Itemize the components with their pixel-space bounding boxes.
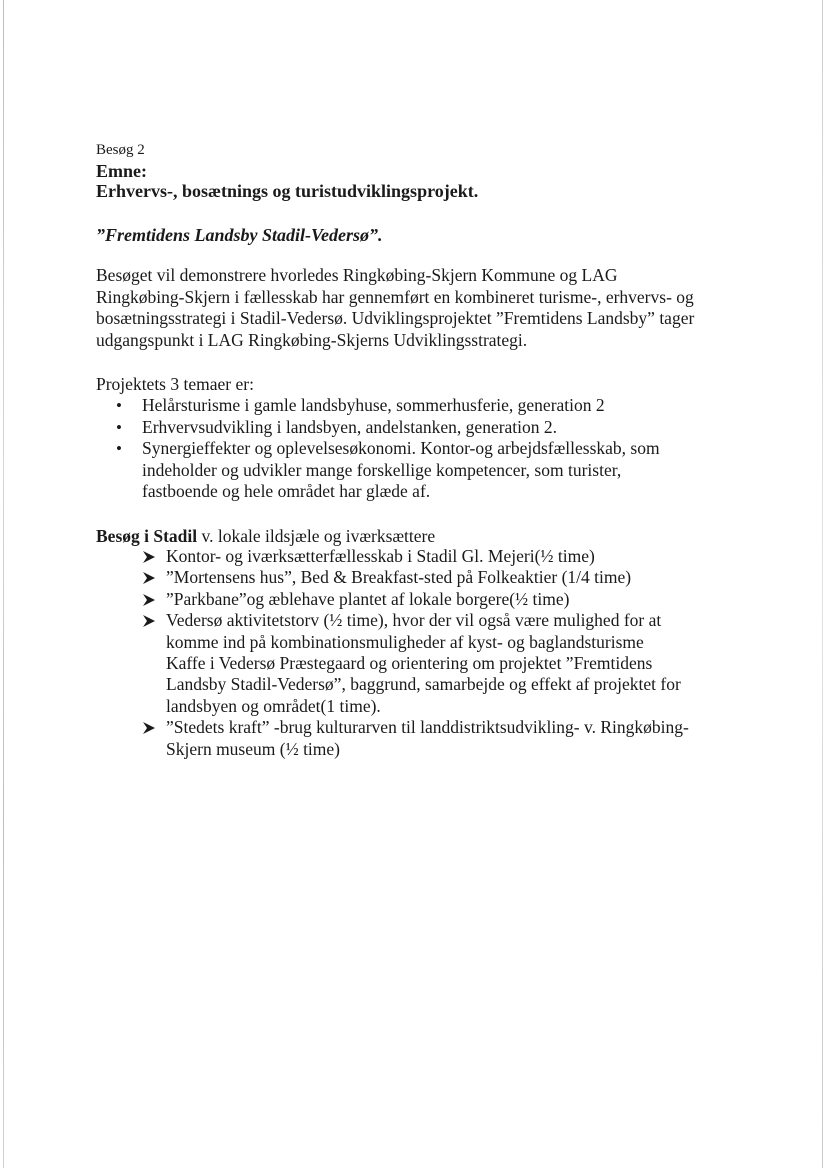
project-name: ”Fremtidens Landsby Stadil-Vedersø”.: [96, 225, 383, 245]
intro-paragraph: [96, 265, 736, 351]
visit-line: Vedersø aktivitetstorv (½ time), hvor der vil også være mulighed for at: [166, 610, 662, 631]
arrowhead-right-icon: [142, 550, 156, 564]
visit-line: Kaffe i Vedersø Præstegaard og orientering om projektet ”Fremtidens: [166, 653, 653, 674]
visit-line: Landsby Stadil-Vedersø”, baggrund, samarbejde og effekt af projektet for: [166, 674, 681, 695]
theme-line: Helårsturisme i gamle landsbyhuse, sommerhusferie, generation 2: [142, 395, 605, 415]
subject-title: Erhvervs-, bosætnings og turistudviklingsprojekt.: [96, 181, 479, 201]
visit-line: komme ind på kombinationsmuligheder af kyst- og baglandsturisme: [166, 631, 644, 652]
theme-line: Erhvervsudvikling i landsbyen, andelstanken, generation 2.: [142, 416, 558, 437]
visit-heading: [96, 525, 435, 547]
theme-item: [96, 395, 736, 417]
visit-item: [96, 589, 756, 610]
visit-line: Skjern museum (½ time): [166, 738, 341, 759]
visit-item: [96, 717, 756, 760]
intro-line: bosætningsstrategi i Stadil-Vedersø. Udviklingsprojektet ”Fremtidens Landsby” tager: [96, 308, 695, 328]
visit-item: [96, 567, 756, 588]
arrowhead-right-icon: [142, 571, 156, 585]
theme-item: [96, 438, 736, 503]
theme-line: indeholder og udvikler mange forskellige kompetencer, som turister,: [142, 459, 622, 480]
visit-line: ”Mortensens hus”, Bed & Breakfast-sted på Folkeaktier (1/4 time): [166, 567, 632, 588]
bullet-dot-icon: •: [116, 396, 122, 415]
arrowhead-right-icon: [142, 721, 156, 735]
visit-heading-rest: v. lokale ildsjæle og iværksættere: [197, 526, 436, 546]
theme-line: Synergieffekter og oplevelsesøkonomi. Kontor-og arbejdsfællesskab, som: [142, 438, 660, 458]
theme-item: [96, 417, 736, 439]
arrowhead-right-icon: [142, 593, 156, 607]
arrowhead-right-icon: [142, 614, 156, 628]
visit-line: Kontor- og iværksætterfællesskab i Stadil Gl. Mejeri(½ time): [166, 546, 595, 566]
bullet-dot-icon: •: [116, 417, 122, 437]
visit-line: ”Stedets kraft” -brug kulturarven til landdistriktsudvikling- v. Ringkøbing-: [166, 717, 689, 738]
subject-label: Emne:: [96, 161, 147, 181]
visit-item: [96, 610, 756, 717]
themes-list: [96, 395, 736, 503]
visit-line: ”Parkbane”og æblehave plantet af lokale borgere(½ time): [166, 588, 570, 609]
visit-number: Besøg 2: [96, 142, 145, 158]
intro-line: Besøget vil demonstrere hvorledes Ringkøbing-Skjern Kommune og LAG: [96, 265, 618, 285]
bullet-dot-icon: •: [116, 439, 122, 458]
visit-item: [96, 546, 756, 567]
visit-line: landsbyen og området(1 time).: [166, 695, 381, 716]
visit-heading-bold: Besøg i Stadil: [96, 526, 198, 546]
theme-line: fastboende og hele området har glæde af.: [142, 481, 431, 501]
intro-line: Ringkøbing-Skjern i fællesskab har gennemført en kombineret turisme-, erhvervs- og: [96, 286, 694, 307]
themes-intro: Projektets 3 temaer er:: [96, 374, 254, 394]
intro-line: udgangspunkt i LAG Ringkøbing-Skjerns Udviklingsstrategi.: [96, 329, 528, 350]
visits-list: [96, 546, 756, 760]
